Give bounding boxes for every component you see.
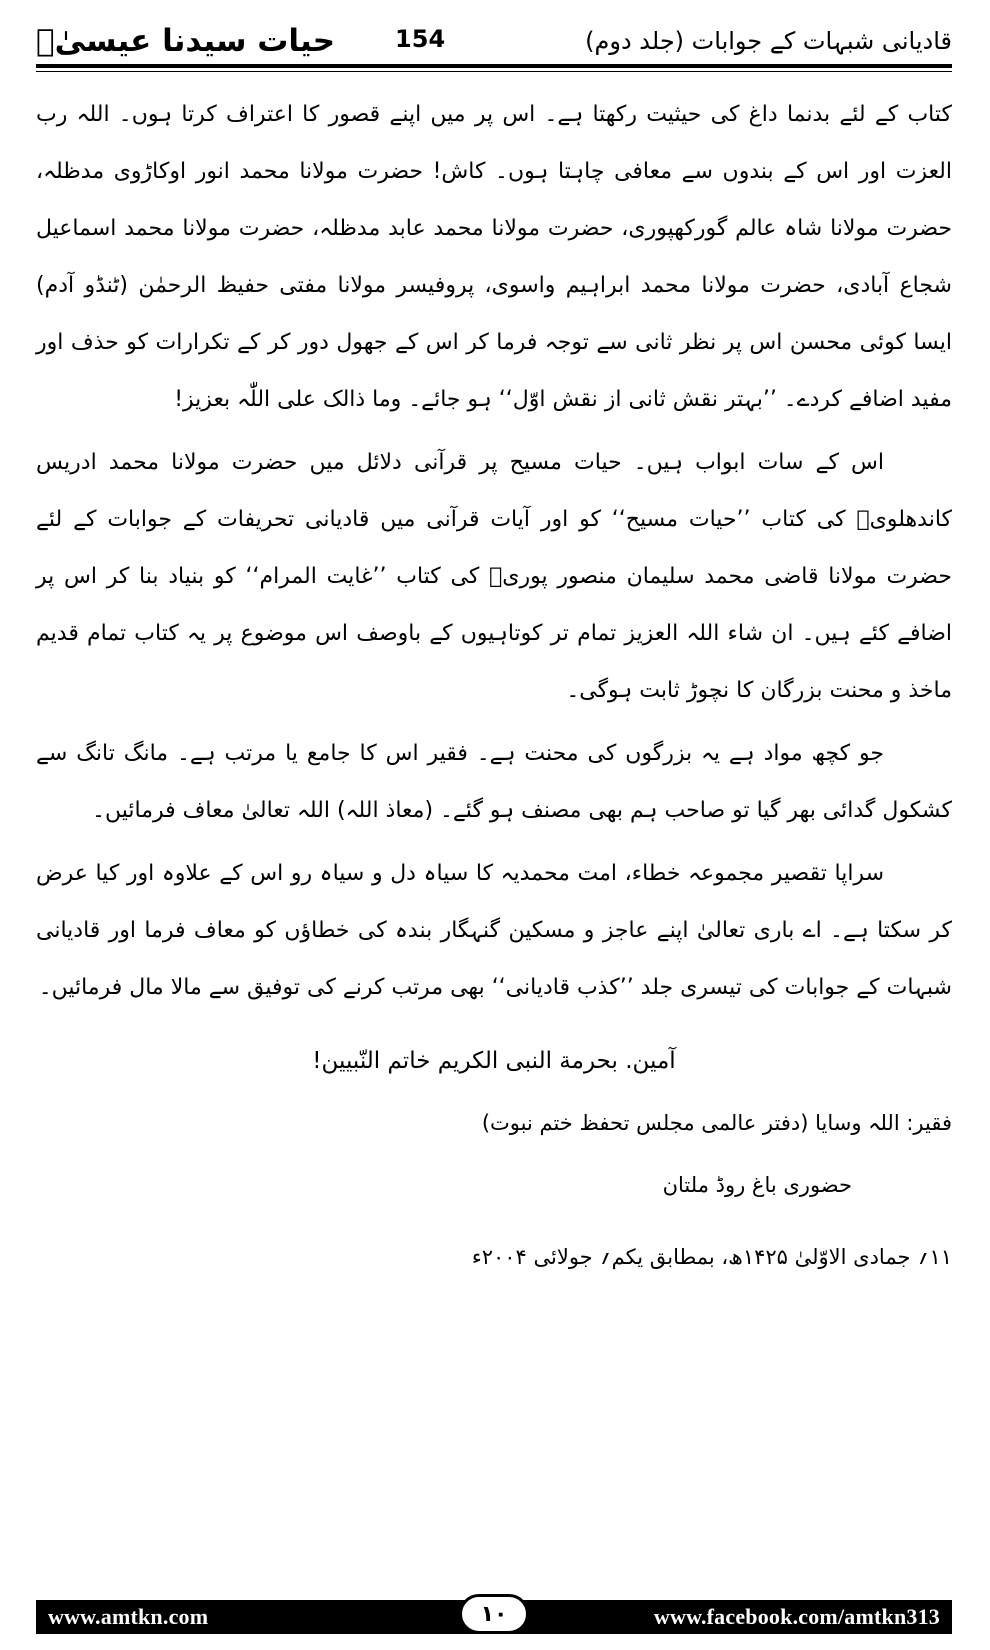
facebook-link[interactable]: www.facebook.com/amtkn313 bbox=[653, 1604, 940, 1629]
paragraph-4: سراپا تقصیر مجموعہ خطاء، امت محمدیہ کا سیاہ دل و سیاہ رو اس کے علاوہ اور کیا عرض کر سکتا ہے۔ اے باری تعالیٰ اپنے عاجز و مسکین گنہگار بندہ کی خطاؤں کو معاف فرما اور قادیانی شبہات کے جوابات کی تیسری جلد ’’کذب قادیانی‘‘ بھی مرتب کرنے کی توفیق سے مالا مال فرمائیں۔ bbox=[36, 861, 952, 1000]
signature-date: ۱۱؍ جمادی الاوّلیٰ ۱۴۲۵ھ، بمطابق یکم؍ جولائی ۲۰۰۴ء bbox=[471, 1245, 952, 1269]
paragraph-1: کتاب کے لئے بدنما داغ کی حیثیت رکھتا ہے۔ اس پر میں اپنے قصور کا اعتراف کرتا ہوں۔ اللہ رب العزت اور اس کے بندوں سے معافی چاہتا ہوں۔ کاش! حضرت مولانا محمد انور اوکاڑوی مدظلہ، حضرت مولانا شاہ عالم گورکھپوری، حضرت مولانا محمد عابد مدظلہ، حضرت مولانا محمد اسماعیل شجاع آبادی، حضرت مولانا محمد ابراہیم واسوی، پروفیسر مولانا مفتی حفیظ الرحمٰن (ٹنڈو آدم) ایسا کوئی محسن اس پر نظر ثانی سے توجہ فرما کر اس کے جھول دور کر کے تکرارات کو حذف اور مفید اضافے کردے۔ ’’بہتر نقش ثانی از نقش اوّل‘‘ ہو جائے۔ وما ذالک علی اللّٰہ بعزیز! bbox=[36, 102, 952, 412]
page-header bbox=[36, 22, 952, 60]
header-rule bbox=[36, 64, 952, 68]
header-left-group bbox=[36, 20, 445, 60]
paragraph-2: اس کے سات ابواب ہیں۔ حیات مسیح پر قرآنی دلائل میں حضرت مولانا محمد ادریس کاندھلویؒ کی کتاب ’’حیات مسیح‘‘ کو اور آیات قرآنی میں قادیانی تحریفات کے جوابات کے لئے حضرت مولانا قاضی محمد سلیمان منصور پوریؒ کی کتاب ’’غایت المرام‘‘ کو بنیاد بنا کر اس پر اضافے کئے ہیں۔ ان شاء اللہ العزیز تمام تر کوتاہیوں کے باوصف اس موضوع پر یہ کتاب تمام قدیم ماخذ و محنت بزرگان کا نچوڑ ثابت ہوگی۔ bbox=[36, 450, 952, 703]
running-title: حیات سیدنا عیسیٰؑ bbox=[36, 23, 336, 59]
header-rule-thin bbox=[36, 71, 952, 72]
footer-page-number: ۱۰ bbox=[459, 1594, 529, 1634]
signature-block bbox=[36, 1092, 952, 1288]
website-link[interactable]: www.amtkn.com bbox=[48, 1604, 209, 1629]
closing-prayer: آمین. بحرمة النبی الکریم خاتم النّبیین! bbox=[312, 1048, 676, 1074]
signature-address: حضوری باغ روڈ ملتان bbox=[662, 1173, 852, 1197]
page-body bbox=[36, 86, 952, 1288]
book-title: قادیانی شبہات کے جوابات (جلد دوم) bbox=[585, 27, 952, 55]
signature-name: فقیر: اللہ وسایا (دفتر عالمی مجلس تحفظ ختم نبوت) bbox=[481, 1111, 952, 1135]
paragraph-3: جو کچھ مواد ہے یہ بزرگوں کی محنت ہے۔ فقیر اس کا جامع یا مرتب ہے۔ مانگ تانگ سے کشکول گدائی بھر گیا تو صاحب ہم بھی مصنف ہو گئے۔ (معاذ اللہ) اللہ تعالیٰ معاف فرمائیں۔ bbox=[36, 741, 952, 823]
page-footer bbox=[36, 1600, 952, 1634]
header-page-number: 154 bbox=[395, 25, 446, 53]
